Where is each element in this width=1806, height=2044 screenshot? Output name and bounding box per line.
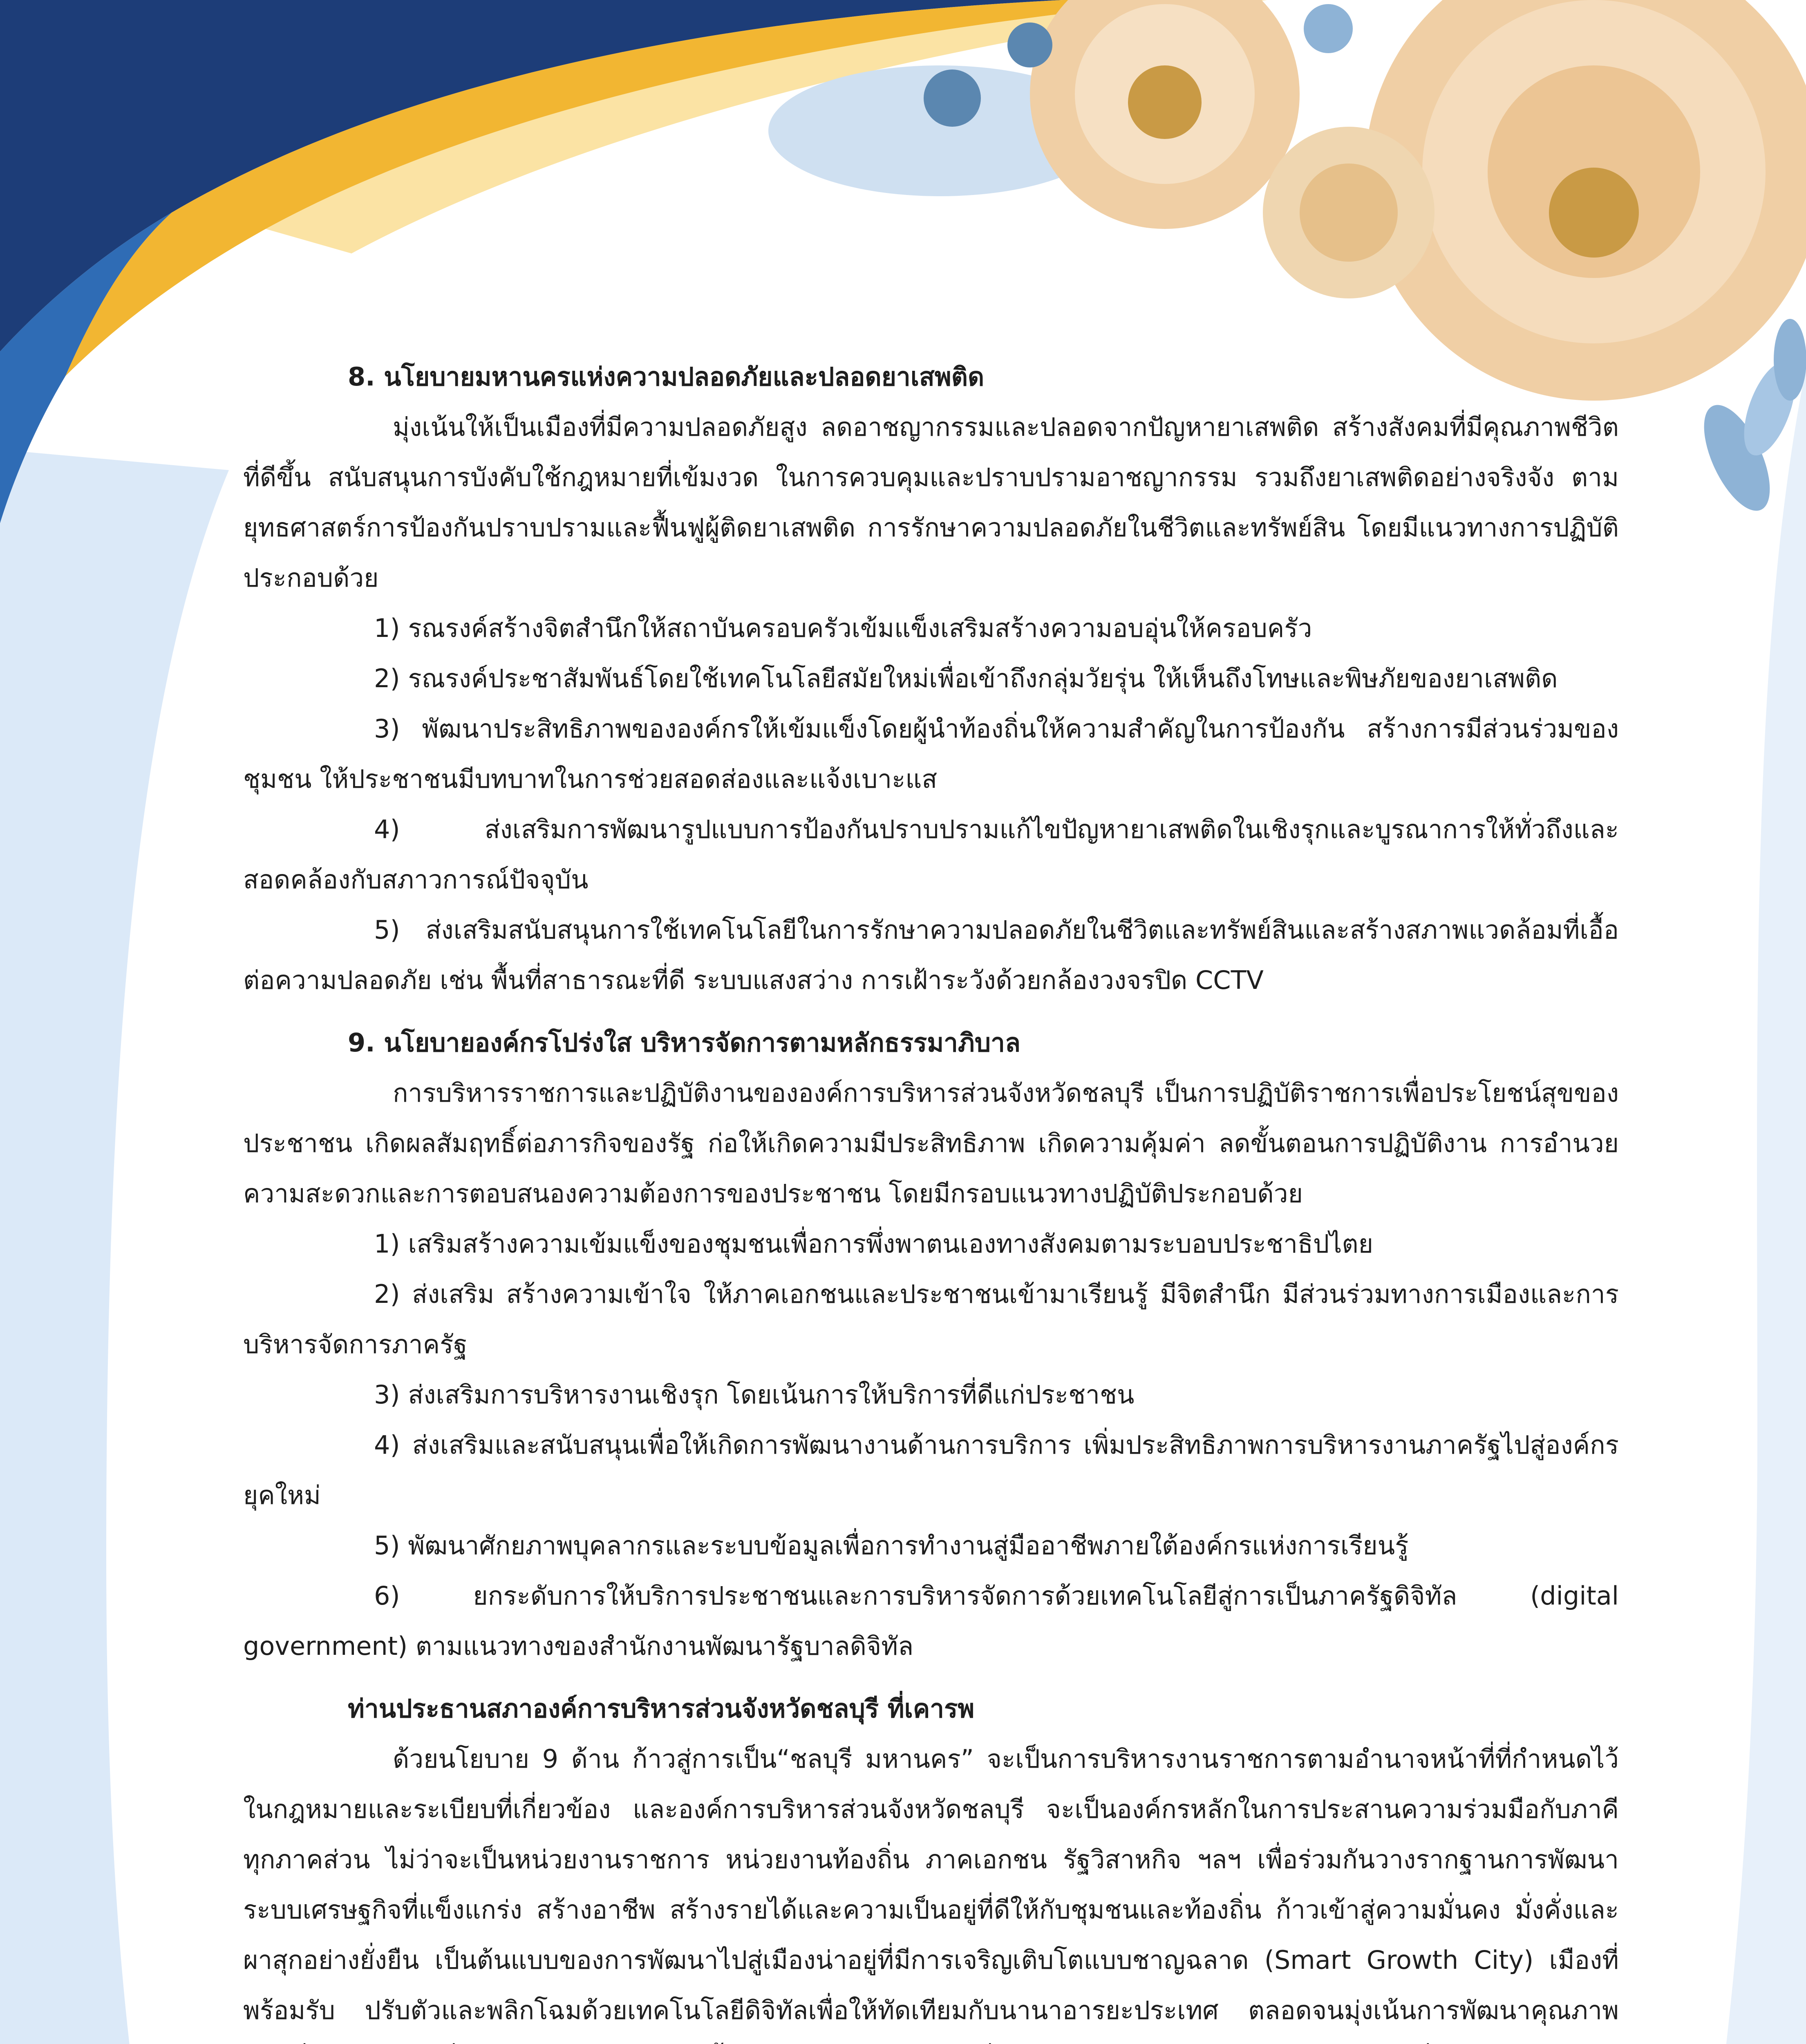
letter-content <box>243 352 1619 2044</box>
section-8-heading: 8. นโยบายมหานครแห่งความปลอดภัยและปลอดยาเสพติด <box>348 362 985 392</box>
section-gap <box>243 1005 1619 1018</box>
section-8-intro: มุ่งเน้นให้เป็นเมืองที่มีความปลอดภัยสูง ลดอาชญากรรมและปลอดจากปัญหายาเสพติด สร้างสังคมที่มีคุณภาพชีวิตที่ดีขึ้น สนับสนุนการบังคับใช้กฎหมายที่เข้มงวด ในการควบคุมและปราบปรามอาชญากรรม รวมถึงยาเสพติดอย่างจริงจัง ตามยุทธศาสตร์การป้องกันปราบปรามและฟื้นฟูผู้ติดยาเสพติด การรักษาความปลอดภัยในชีวิตและทรัพย์สิน โดยมีแนวทางการปฏิบัติ ประกอบด้วย <box>243 412 1619 593</box>
section-9-item: 6) ยกระดับการให้บริการประชาชนและการบริหารจัดการด้วยเทคโนโลยีสู่การเป็นภาครัฐดิจิทัล (digital government) ตามแนวทางของสำนักงานพัฒนารัฐบาลดิจิทัล <box>243 1581 1619 1661</box>
section-9-heading: 9. นโยบายองค์กรโปร่งใส บริหารจัดการตามหลักธรรมาภิบาล <box>348 1028 1020 1058</box>
section-9-intro: การบริหารราชการและปฏิบัติงานขององค์การบริหารส่วนจังหวัดชลบุรี เป็นการปฏิบัติราชการเพื่อประโยชน์สุขของประชาชน เกิดผลสัมฤทธิ์ต่อภารกิจของรัฐ ก่อให้เกิดความมีประสิทธิภาพ เกิดความคุ้มค่า ลดขั้นตอนการปฏิบัติงาน การอำนวยความสะดวกและการตอบสนองความต้องการของประชาชน โดยมีกรอบแนวทางปฏิบัติประกอบด้วย <box>243 1078 1619 1208</box>
section-8-item: 1) รณรงค์สร้างจิตสำนึกให้สถาบันครอบครัวเข้มแข็งเสริมสร้างความอบอุ่นให้ครอบครัว <box>374 613 1312 643</box>
section-9-item: 2) ส่งเสริม สร้างความเข้าใจ ให้ภาคเอกชนและประชาชนเข้ามาเรียนรู้ มีจิตสำนึก มีส่วนร่วมทางการเมืองและการบริหารจัดการภาครัฐ <box>243 1279 1619 1359</box>
section-9-item: 4) ส่งเสริมและสนับสนุนเพื่อให้เกิดการพัฒนางานด้านการบริการ เพิ่มประสิทธิภาพการบริหารงานภาครัฐไปสู่องค์กรยุคใหม่ <box>243 1430 1619 1510</box>
section-9-item: 3) ส่งเสริมการบริหารงานเชิงรุก โดยเน้นการให้บริการที่ดีแก่ประชาชน <box>374 1380 1135 1410</box>
closing-heading: ท่านประธานสภาองค์การบริหารส่วนจังหวัดชลบุรี ที่เคารพ <box>348 1694 975 1724</box>
closing-body: ด้วยนโยบาย 9 ด้าน ก้าวสู่การเป็น“ชลบุรี มหานคร” จะเป็นการบริหารงานราชการตามอำนาจหน้าที่ที่กำหนดไว้ในกฎหมายและระเบียบที่เกี่ยวข้อง และองค์การบริหารส่วนจังหวัดชลบุรี จะเป็นองค์กรหลักในการประสานความร่วมมือกับภาคีทุกภาคส่วน ไม่ว่าจะเป็นหน่วยงานราชการ หน่วยงานท้องถิ่น ภาคเอกชน รัฐวิสาหกิจ ฯลฯ เพื่อร่วมกันวางรากฐานการพัฒนาระบบเศรษฐกิจที่แข็งแกร่ง สร้างอาชีพ สร้างรายได้และความเป็นอยู่ที่ดีให้กับชุมชนและท้องถิ่น ก้าวเข้าสู่ความมั่นคง มั่งคั่งและผาสุกอย่างยั่งยืน เป็นต้นแบบของการพัฒนาไปสู่เมืองน่าอยู่ที่มีการเจริญเติบโตแบบชาญฉลาด (Smart Growth City) เมืองที่พร้อมรับ ปรับตัวและพลิกโฉมด้วยเทคโนโลยีดิจิทัลเพื่อให้ทัดเทียมกับนานาอารยะประเทศ ตลอดจนมุ่งเน้นการพัฒนาคุณภาพ <box>243 1744 1619 2025</box>
section-8-item: 2) รณรงค์ประชาสัมพันธ์โดยใช้เทคโนโลยีสมัยใหม่เพื่อเข้าถึงกลุ่มวัยรุ่น ให้เห็นถึงโทษและพิษภัยของยาเสพติด <box>374 663 1558 693</box>
section-8-item: 4) ส่งเสริมการพัฒนารูปแบบการป้องกันปราบปรามแก้ไขปัญหายาเสพติดในเชิงรุกและบูรณาการให้ทั่วถึงและสอดคล้องกับสภาวการณ์ปัจจุบัน <box>243 814 1619 894</box>
section-8-item: 5) ส่งเสริมสนับสนุนการใช้เทคโนโลยีในการรักษาความปลอดภัยในชีวิตและทรัพย์สินและสร้างสภาพแวดล้อมที่เอื้อต่อความปลอดภัย เช่น พื้นที่สาธารณะที่ดี ระบบแสงสว่าง การเฝ้าระวังด้วยกล้องวงจรปิด CCTV <box>243 915 1619 995</box>
section-9-item: 1) เสริมสร้างความเข้มแข็งของชุมชนเพื่อการพึ่งพาตนเองทางสังคมตามระบอบประชาธิปไตย <box>374 1229 1373 1259</box>
section-9-item: 5) พัฒนาศักยภาพบุคลากรและระบบข้อมูลเพื่อการทำงานสู่มืออาชีพภายใต้องค์กรแห่งการเรียนรู้ <box>374 1531 1409 1560</box>
section-8-item: 3) พัฒนาประสิทธิภาพขององค์กรให้เข้มแข็งโดยผู้นำท้องถิ่นให้ความสำคัญในการป้องกัน สร้างการมีส่วนร่วมของชุมชน ให้ประชาชนมีบทบาทในการช่วยสอดส่องและแจ้งเบาะแส <box>243 714 1619 794</box>
section-gap <box>243 1671 1619 1683</box>
pale-blue-right-band <box>1614 368 1806 2044</box>
